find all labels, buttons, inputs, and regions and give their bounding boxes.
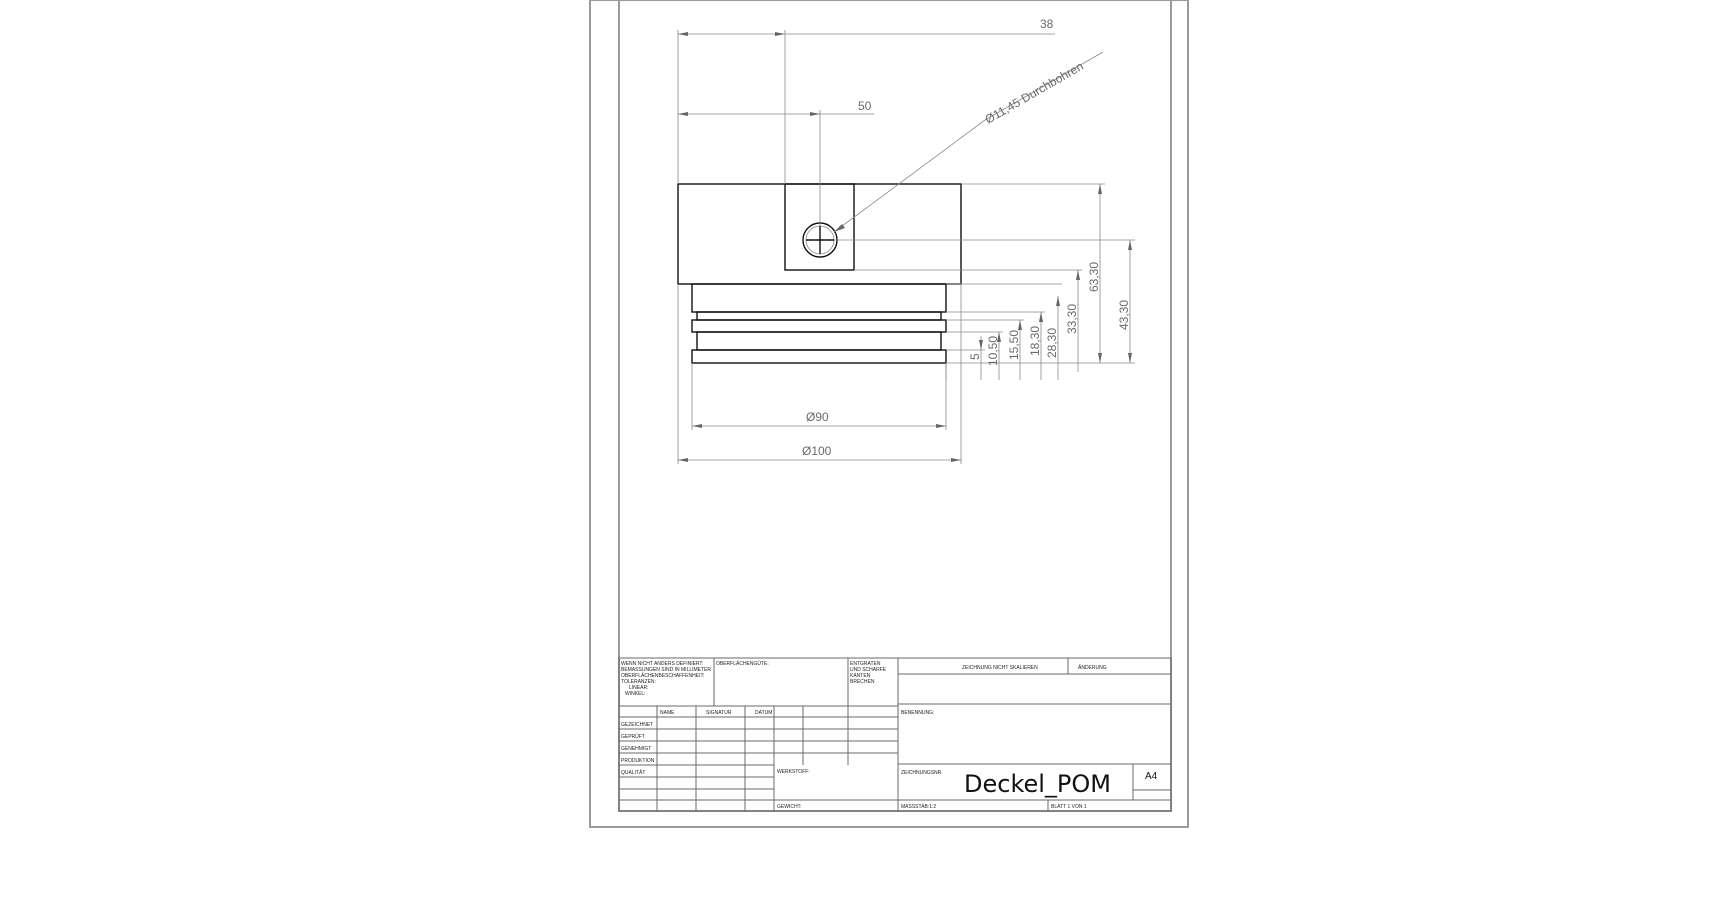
tb-edges-4: BRECHEN [850, 679, 875, 685]
groove-ring-2 [692, 350, 946, 363]
tb-edges-3: KANTEN [850, 673, 871, 679]
tb-note-6: WINKEL: [625, 691, 646, 697]
tb-col-signature: SIGNATUR [706, 710, 732, 716]
tb-row-drawn: GEZEICHNET [621, 722, 654, 728]
spigot-neck-1 [697, 312, 941, 320]
tb-row-approved: GENEHMIGT [621, 746, 652, 752]
tb-benennung: BENENNUNG: [901, 710, 935, 716]
tb-note-2: BEMASSUNGEN SIND IN MILLIMETER [621, 667, 712, 673]
title-block [619, 658, 1171, 811]
tb-row-production: PRODUKTION [621, 758, 655, 764]
tb-col-date: DATUM [755, 710, 773, 716]
paper-size: A4 [1145, 771, 1158, 782]
dim-38: 38 [1040, 17, 1054, 31]
dim-dia100: Ø100 [802, 444, 832, 458]
dim-18: 18,30 [1028, 325, 1042, 356]
tb-sheet: BLATT 1 VON 1 [1051, 804, 1087, 810]
dim-dia90: Ø90 [806, 410, 829, 424]
dim-50: 50 [858, 99, 872, 113]
tb-edges-2: UND SCHARFE [850, 667, 887, 673]
part-view [678, 184, 961, 363]
spigot-neck-2 [697, 332, 941, 350]
tb-edges-1: ENTGRATEN [850, 661, 881, 667]
dim-10: 10,50 [986, 335, 1000, 366]
dim-28: 28,30 [1045, 327, 1059, 358]
sheet-outer-border [590, 0, 1188, 827]
tb-zeichnungsnr: ZEICHNUNGSNR. [901, 770, 943, 776]
tb-surface-label: OBERFLÄCHENGÜTE: [716, 661, 769, 667]
dim-15: 15,50 [1007, 329, 1021, 360]
tb-massstab: MASSSTAB:1:2 [901, 804, 937, 810]
tb-note-3: OBERFLÄCHENBESCHAFFENHEIT: [621, 673, 705, 679]
tb-note-4: TOLERANZEN: [621, 679, 656, 685]
tb-note-1: WENN NICHT ANDERS DEFINIERT: [621, 661, 704, 667]
dim-33: 33,30 [1065, 303, 1079, 334]
dim-63: 63,30 [1087, 261, 1101, 292]
dimensions [678, 17, 1135, 464]
tb-revision: ÄNDERUNG [1078, 665, 1107, 671]
tb-note-5: LINEAR: [629, 685, 649, 691]
hole-leader [834, 120, 985, 232]
dim-5: 5 [968, 353, 982, 360]
tb-col-name: NAME [660, 710, 675, 716]
tb-gewicht: GEWICHT: [777, 804, 802, 810]
drawing-title: Deckel_POM [964, 770, 1111, 798]
tb-row-quality: QUALITÄT [621, 770, 646, 776]
spigot-upper [692, 284, 946, 312]
groove-ring-1 [692, 320, 946, 332]
hole-callout: Ø11,45 Durchbohren [982, 58, 1086, 127]
tb-row-checked: GEPRÜFT [621, 734, 645, 740]
sheet-inner-border [619, 0, 1171, 811]
tb-no-scale: ZEICHNUNG NICHT SKALIEREN [962, 665, 1038, 671]
dim-43: 43,30 [1117, 299, 1131, 330]
tb-werkstoff: WERKSTOFF: [777, 769, 810, 775]
